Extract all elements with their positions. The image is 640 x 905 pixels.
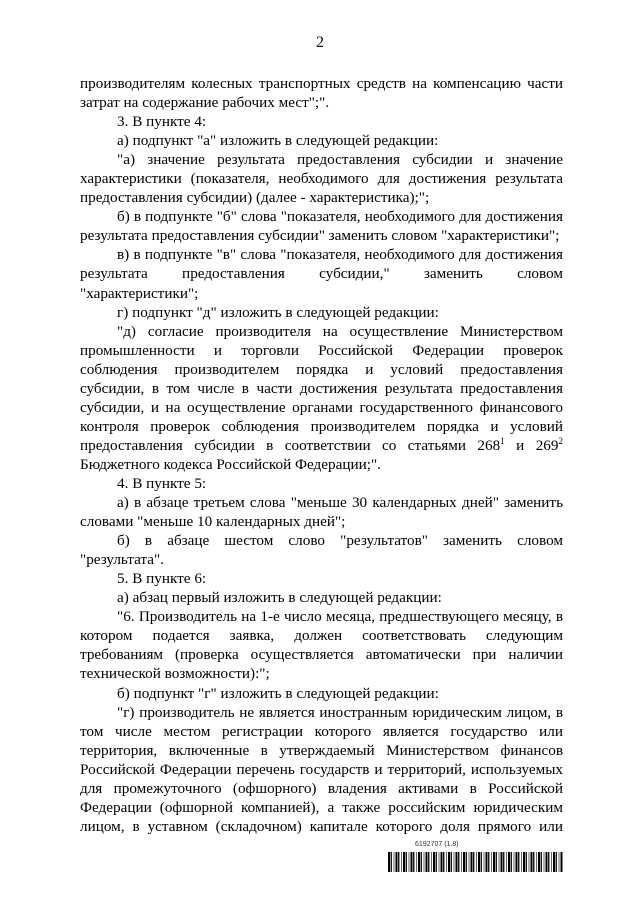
paragraph: "а) значение результата предоставления субсидии и значение характеристики (показателя, необходимого для достижения результата предоставления субсидии) (далее - характеристика);"; [80, 151, 563, 207]
paragraph-text: "д) согласие производителя на осуществление Министерством промышленности и торговли Российской Федерации проверок соблюдения производителем порядка и условий предоставления субсидии, в том числе в части достижения результата предоставления субсидии, и на осуществление органами государственного финансового контроля проверок соблюдения производителем порядка и условий предоставления субсидии в соответствии со статьями 268 [80, 322, 563, 454]
paragraph: а) абзац первый изложить в следующей редакции: [117, 589, 442, 607]
page-number: 2 [316, 34, 324, 51]
paragraph: 5. В пункте 6: [117, 570, 207, 588]
paragraph: б) в подпункте "б" слова "показателя, необходимого для достижения результата предоставления субсидии" заменить словом "характеристики"; [80, 208, 563, 245]
paragraph: 3. В пункте 4: [117, 113, 207, 131]
paragraph-text: и 269 [504, 436, 559, 454]
barcode-icon [388, 852, 563, 872]
paragraph: б) в абзаце шестом слово "результатов" заменить словом "результата". [80, 532, 563, 569]
superscript: 2 [558, 435, 563, 446]
paragraph: 4. В пункте 5: [117, 474, 207, 492]
superscript: 1 [500, 435, 505, 446]
paragraph [80, 322, 563, 474]
document-body [80, 74, 563, 836]
paragraph: "г) производитель не является иностранным юридическим лицом, в том числе местом регистрации которого является государство или территория, включенные в утверждаемый Министерством финансов Российской Федерации перечень государств и территорий, используемых для промежуточного (офшорного) владения активами в Российской Федерации (офшорной компанией), а также российским юридическим лицом, в уставном (складочном) капитале которого доля прямого или [80, 703, 563, 835]
paragraph: б) подпункт "г" изложить в следующей редакции: [117, 684, 439, 702]
paragraph: в) в подпункте "в" слова "показателя, необходимого для достижения результата предоставления субсидии," заменить словом "характеристики"; [80, 246, 563, 302]
paragraph: а) подпункт "а" изложить в следующей редакции: [117, 132, 439, 150]
paragraph: производителям колесных транспортных средств на компенсацию части затрат на содержание рабочих мест";". [80, 75, 563, 112]
paragraph: г) подпункт "д" изложить в следующей редакции: [117, 303, 439, 321]
paragraph: "6. Производитель на 1-е число месяца, предшествующего месяцу, в котором подается заявка, должен соответствовать следующим требованиям (проверка осуществляется автоматически при наличии технической возможности):"; [80, 608, 563, 683]
paragraph: а) в абзаце третьем слова "меньше 30 календарных дней" заменить словами "меньше 10 календарных дней"; [80, 494, 563, 531]
paragraph-text: Бюджетного кодекса Российской Федерации;". [80, 455, 381, 473]
document-id: 6192707 (1.8) [415, 841, 459, 848]
